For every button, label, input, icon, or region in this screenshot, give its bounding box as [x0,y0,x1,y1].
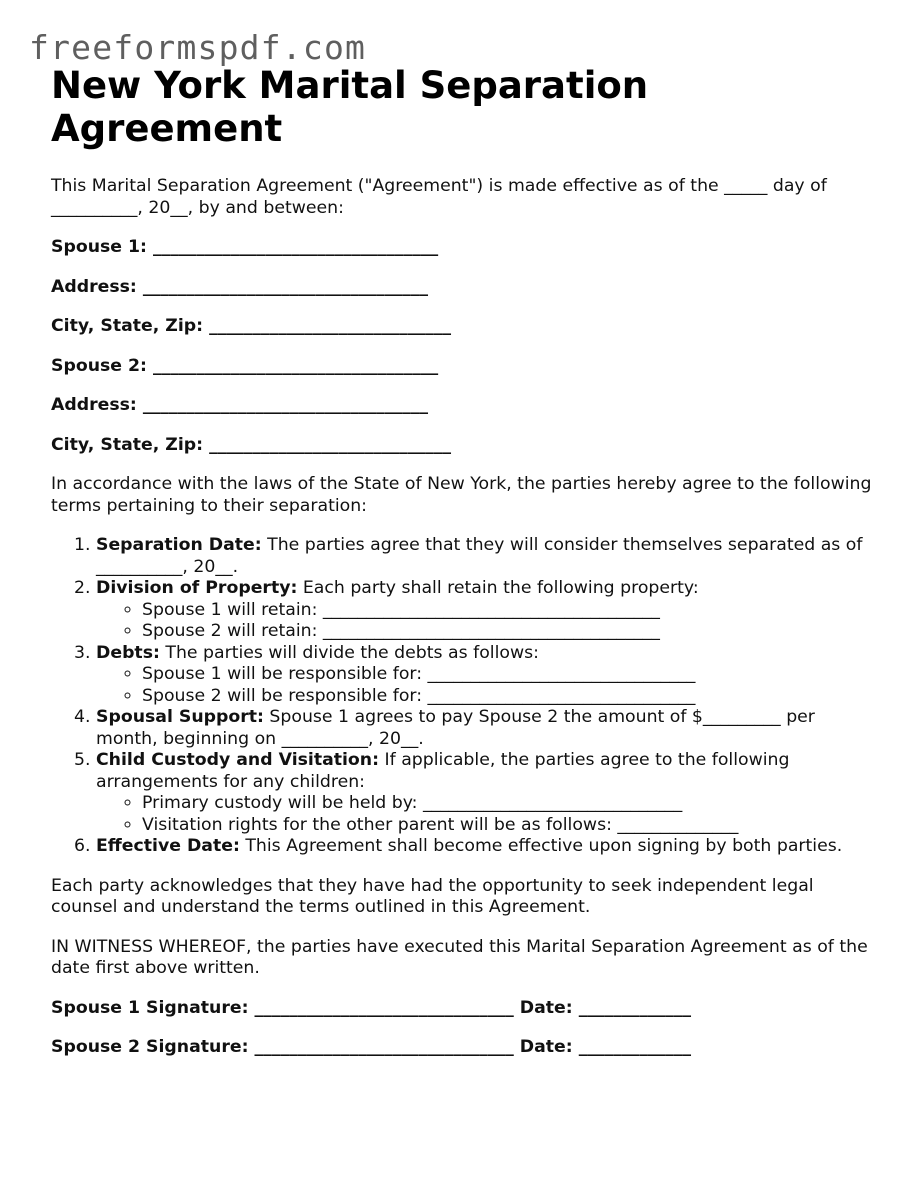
term-text: The parties agree that they will consider themselves separated as of __________, 20__. [96,535,863,577]
document-title: New York Marital Separation Agreement [51,64,649,150]
field-blank[interactable]: _________________________________ [142,395,429,415]
terms-list [51,535,881,858]
field-label: Spouse 2: [51,355,147,376]
field-label: Address: [51,276,137,297]
term-heading: Separation Date: [96,535,262,555]
term-text: This Agreement shall become effective upon signing by both parties. [239,836,843,856]
watermark: freeformspdf.com [29,28,367,67]
spouse-2-signature-line [51,1037,881,1059]
field-label: City, State, Zip: [51,316,204,336]
field-label: City, State, Zip: [51,434,204,455]
term-effective-date [96,836,881,858]
document-body [51,176,881,1077]
date-label: Date: [519,997,573,1018]
field-label: Address: [51,395,137,415]
spouse-2-name-field [51,356,881,378]
term-separation-date [96,535,881,578]
spouse-2-address-field [51,395,881,417]
term-text: Each party shall retain the following property: [297,578,699,598]
intro-paragraph: This Marital Separation Agreement ("Agreement") is made effective as of the _____ day of __________, 20__, by and between: [51,176,827,218]
spouse-1-address-field [51,277,881,299]
term-heading: Effective Date: [96,836,240,856]
date-label: Date: [519,1037,573,1057]
term-subitems [96,664,881,707]
acknowledgement-paragraph: Each party acknowledges that they have had the opportunity to seek independent legal counsel and understand the terms outlined in this Agreement. [51,875,814,917]
term-heading: Division of Property: [96,578,298,598]
term-division-of-property [96,578,881,643]
field-blank[interactable]: ____________________________ [209,316,452,336]
spouse-1-signature-line [51,998,881,1020]
term-spousal-support [96,707,881,750]
field-blank[interactable]: _________________________________ [152,237,439,257]
term-text: If applicable, the parties agree to the following arrangements for any children: [96,750,790,792]
term-heading: Spousal Support: [96,707,264,727]
list-item: ◦ Spouse 2 will be responsible for: _______________________________ [142,686,881,708]
term-heading: Debts: [96,642,160,663]
spouse-1-name-field [51,237,881,259]
term-debts [96,643,881,708]
field-blank[interactable]: _________________________________ [152,355,439,376]
field-label: Spouse 1: [51,237,147,257]
preamble-paragraph: In accordance with the laws of the State of New York, the parties hereby agree to the following terms pertaining to their separation: [51,474,872,516]
term-subitems [96,600,881,643]
spouse-1-city-state-zip-field [51,316,881,338]
list-item: ◦ Spouse 2 will retain: _______________________________________ [142,621,881,643]
term-child-custody [96,750,881,836]
signature-blank[interactable]: ______________________________ [254,997,514,1018]
list-item: ◦ Visitation rights for the other parent will be as follows: ______________ [142,815,881,837]
signature-blank[interactable]: ______________________________ [254,1037,514,1057]
spouse-2-city-state-zip-field [51,435,881,457]
term-subitems [96,793,881,836]
list-item: ◦ Spouse 1 will be responsible for: _______________________________ [142,664,881,686]
term-text: The parties will divide the debts as follows: [159,642,539,663]
list-item: ◦ Spouse 1 will retain: _______________________________________ [142,600,881,622]
field-blank[interactable]: ____________________________ [209,434,452,455]
term-heading: Child Custody and Visitation: [96,750,380,770]
list-item: ◦ Primary custody will be held by: ______________________________ [142,793,881,815]
field-blank[interactable]: _________________________________ [142,276,429,297]
signature-label: Spouse 2 Signature: [51,1037,249,1057]
signature-label: Spouse 1 Signature: [51,997,249,1018]
witness-paragraph: IN WITNESS WHEREOF, the parties have executed this Marital Separation Agreement as of the date first above written. [51,936,868,978]
term-text: Spouse 1 agrees to pay Spouse 2 the amount of $_________ per month, beginning on __________, 20__. [96,707,815,749]
date-blank[interactable]: _____________ [578,997,692,1018]
date-blank[interactable]: _____________ [578,1037,692,1057]
